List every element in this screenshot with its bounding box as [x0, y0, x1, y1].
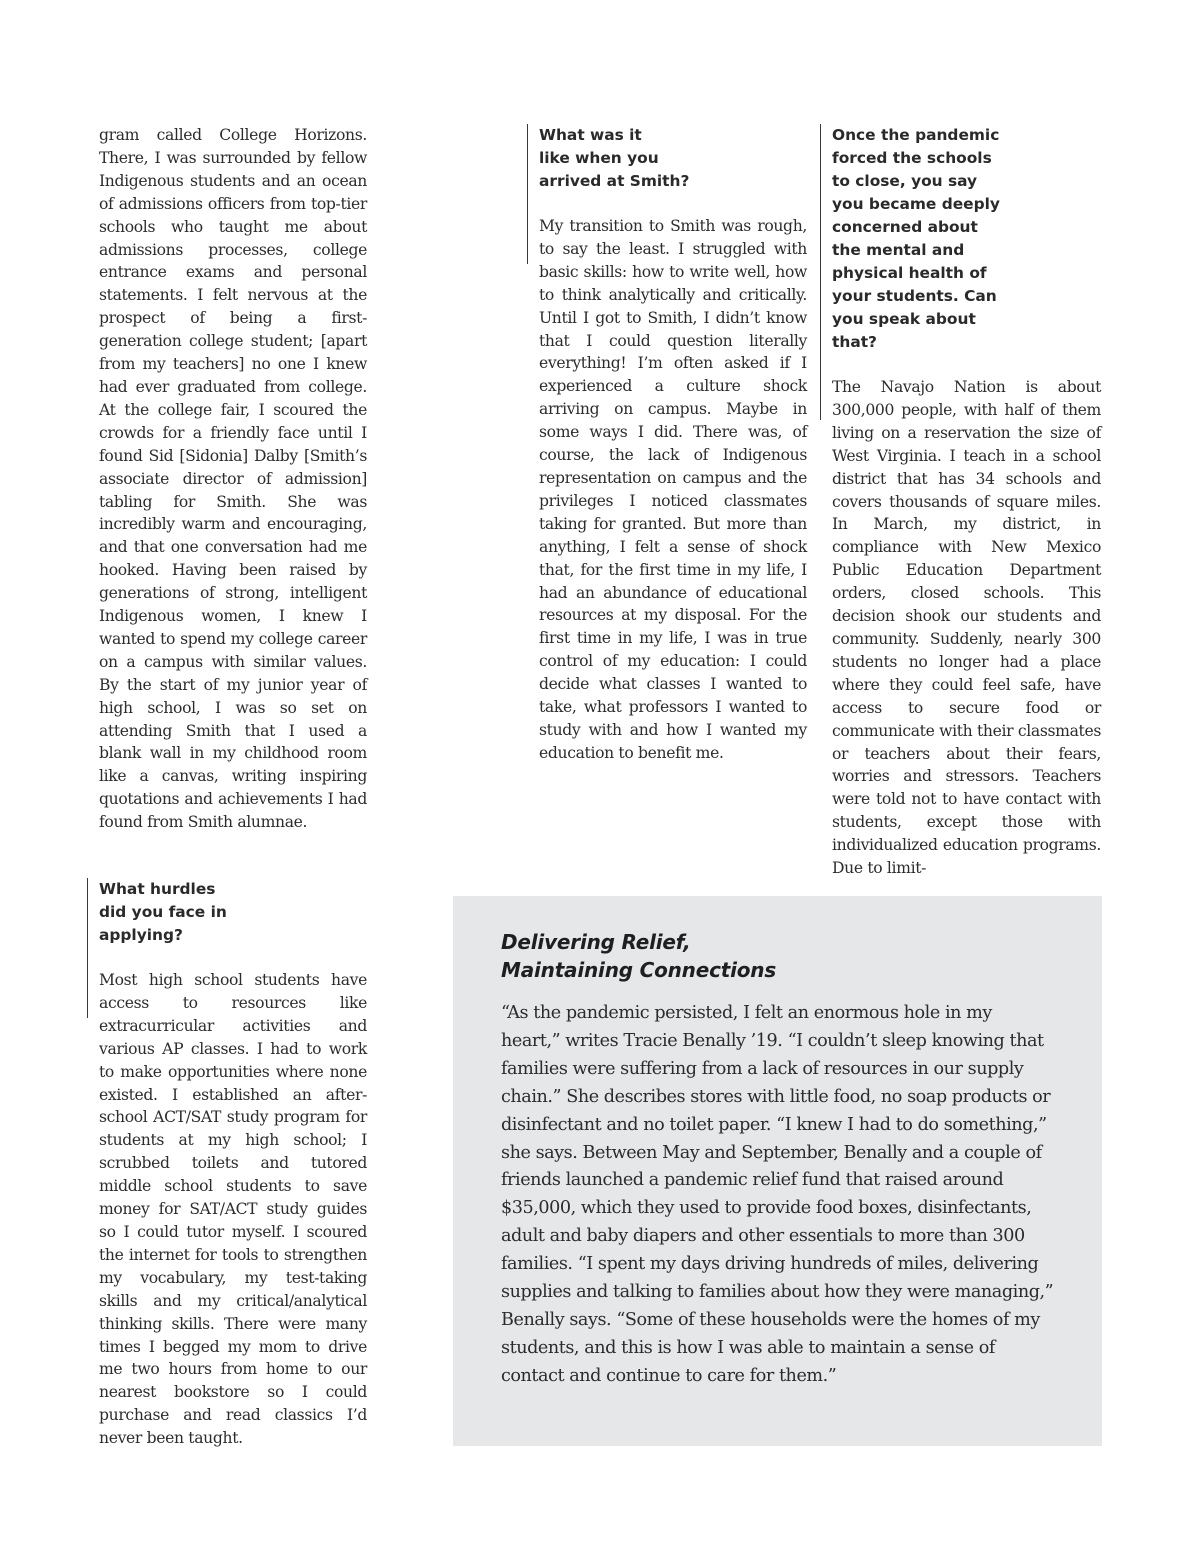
column-left — [99, 124, 367, 834]
column-right — [832, 124, 1101, 880]
left-paragraph-1: gram called College Horizons. There, I was surrounded by fellow Indigenous students and an ocean of admissions officers from top-tier schools who taught me about admissions processes, college entrance exams and personal statements. I felt nervous at the prospect of being a first-generation college student; [apart from my teachers] no one I knew had ever graduated from college. At the college fair, I scoured the crowds for a friendly face until I found Sid [Sidonia] Dalby [Smith’s associate director of admission] tabling for Smith. She was incredibly warm and encouraging, and that one conversation had me hooked. Having been raised by generations of strong, intelligent Indigenous women, I knew I wanted to spend my college career on a campus with similar values. By the start of my junior year of high school, I was so set on attending Smith that I used a blank wall in my childhood room like a canvas, writing inspiring quotations and achievements I had found from Smith alumnae. — [99, 126, 367, 832]
right-paragraph: The Navajo Nation is about 300,000 people, with half of them living on a reservation the size of West Virginia. I teach in a school district that has 34 schools and covers thousands of square miles. In March, my district, in compliance with New Mexico Public Education Department orders, closed schools. This decision shook our students and community. Suddenly, nearly 300 students no longer had a place where they could feel safe, have access to secure food or communicate with their classmates or teachers about their fears, worries and stressors. Teachers were told not to have contact with students, except those with individualized education programs. Due to limit- — [832, 378, 1101, 878]
middle-paragraph: My transition to Smith was rough, to say the least. I struggled with basic skills: how to write well, how to think analytically and critically. Until I got to Smith, I didn’t know that I could question literally everything! I’m often asked if I experienced a culture shock arriving on campus. Maybe in some ways I did. There was, of course, the lack of Indigenous representation on campus and the privileges I noticed classmates taking for granted. But more than anything, I felt a sense of shock that, for the first time in my life, I had an abundance of educational resources at my disposal. For the first time in my life, I was in true control of my education: I could decide what classes I wanted to take, what professors I wanted to study with and how I wanted my education to benefit me. — [539, 217, 807, 762]
column-left-q — [99, 878, 367, 1450]
sidebar-title: Delivering Relief, Maintaining Connections — [501, 930, 777, 982]
left-question: What hurdles did you face in applying? — [99, 880, 227, 944]
right-question-rule — [820, 124, 821, 420]
left-question-rule — [87, 878, 88, 1018]
middle-question: What was it like when you arrived at Smith? — [539, 126, 690, 190]
right-question: Once the pandemic forced the schools to close, you say you became deeply concerned about the mental and physical health of your students. Can you speak about that? — [832, 126, 1000, 351]
left-paragraph-2: Most high school students have access to resources like extracurricular activities and various AP classes. I had to work to make opportunities where none existed. I established an after-school ACT/SAT study program for students at my high school; I scrubbed toilets and tutored middle school students to save money for SAT/ACT study guides so I could tutor myself. I scoured the internet for tools to strengthen my vocabulary, my test-taking skills and my critical/analytical thinking skills. There were many times I begged my mom to drive me two hours from home to our nearest bookstore so I could purchase and read classics I’d never been taught. — [99, 971, 367, 1448]
middle-question-rule — [527, 124, 528, 264]
column-middle — [539, 124, 807, 765]
sidebar-box — [453, 896, 1102, 1446]
sidebar-text: “As the pandemic persisted, I felt an enormous hole in my heart,” writes Tracie Benally ’19. “I couldn’t sleep knowing that families were suffering from a lack of resources in our supply chain.” She describes stores with little food, no soap products or disinfectant and no toilet paper. “I knew I had to do something,” she says. Between May and September, Benally and a couple of friends launched a pandemic relief fund that raised around $35,000, which they used to provide food boxes, disinfectants, adult and baby diapers and other essentials to more than 300 families. “I spent my days driving hundreds of miles, delivering supplies and talking to families about how they were managing,” Benally says. “Some of these households were the homes of my students, and this is how I was able to maintain a sense of contact and continue to care for them.” — [501, 1003, 1054, 1386]
